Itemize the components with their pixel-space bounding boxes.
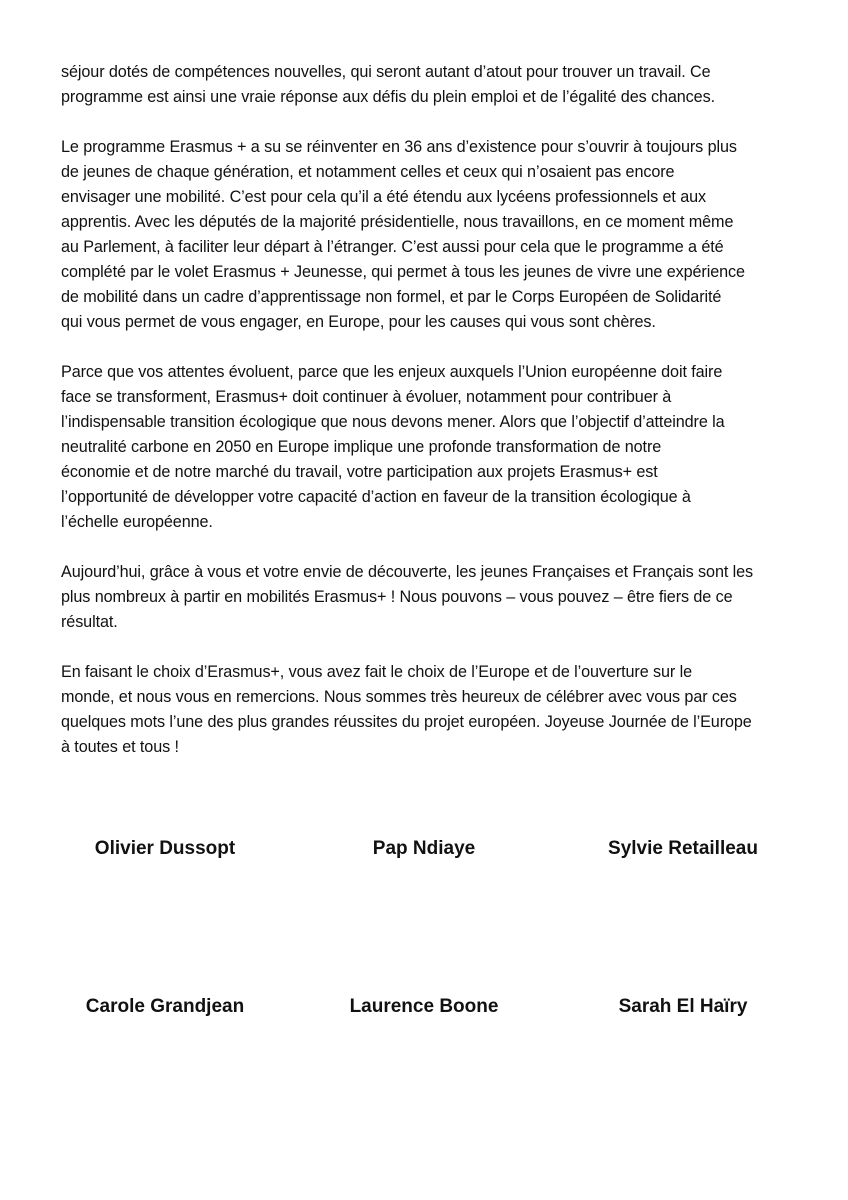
text-line: Le programme Erasmus + a su se réinventer en 36 ans d’existence pour s’ouvrir à toujours plus — [61, 138, 737, 156]
paragraph-1 — [61, 60, 791, 110]
text-line: économie et de notre marché du travail, votre participation aux projets Erasmus+ est — [61, 463, 658, 481]
paragraph-2 — [61, 135, 791, 335]
signatory-name: Sylvie Retailleau — [608, 838, 758, 859]
signatory-name: Laurence Boone — [349, 996, 499, 1017]
text-line: à toutes et tous ! — [61, 738, 179, 756]
text-line: monde, et nous vous en remercions. Nous sommes très heureux de célébrer avec vous par ces — [61, 688, 737, 706]
letter-body — [61, 60, 791, 785]
text-line: plus nombreux à partir en mobilités Erasmus+ ! Nous pouvons – vous pouvez – être fiers de ce — [61, 588, 733, 606]
text-line: Parce que vos attentes évoluent, parce que les enjeux auxquels l’Union européenne doit faire — [61, 363, 723, 381]
signatories-row-1 — [0, 838, 848, 868]
text-line: l’opportunité de développer votre capacité d’action en faveur de la transition écologique à — [61, 488, 691, 506]
text-line: de mobilité dans un cadre d’apprentissage non formel, et par le Corps Européen de Solidarité — [61, 288, 722, 306]
text-line: qui vous permet de vous engager, en Europe, pour les causes qui vous sont chères. — [61, 313, 656, 331]
text-line: apprentis. Avec les députés de la majorité présidentielle, nous travaillons, en ce moment même — [61, 213, 734, 231]
text-line: quelques mots l’une des plus grandes réussites du projet européen. Joyeuse Journée de l’Europe — [61, 713, 752, 731]
signatory-name: Carole Grandjean — [85, 996, 245, 1017]
text-line: En faisant le choix d’Erasmus+, vous avez fait le choix de l’Europe et de l’ouverture sur le — [61, 663, 692, 681]
paragraph-4 — [61, 560, 791, 635]
paragraph-3 — [61, 360, 791, 535]
signatory-name: Pap Ndiaye — [372, 838, 476, 859]
text-line: complété par le volet Erasmus + Jeunesse, qui permet à tous les jeunes de vivre une expérience — [61, 263, 745, 281]
text-line: au Parlement, à faciliter leur départ à l’étranger. C’est aussi pour cela que le programme a été — [61, 238, 724, 256]
text-line: de jeunes de chaque génération, et notamment celles et ceux qui n’osaient pas encore — [61, 163, 675, 181]
paragraph-5 — [61, 660, 791, 760]
text-line: résultat. — [61, 613, 118, 631]
text-line: face se transforment, Erasmus+ doit continuer à évoluer, notamment pour contribuer à — [61, 388, 672, 406]
text-line: neutralité carbone en 2050 en Europe implique une profonde transformation de notre — [61, 438, 662, 456]
text-line: programme est ainsi une vraie réponse aux défis du plein emploi et de l’égalité des chances. — [61, 88, 715, 106]
text-line: l’échelle européenne. — [61, 513, 213, 531]
text-line: séjour dotés de compétences nouvelles, qui seront autant d’atout pour trouver un travail. Ce — [61, 63, 711, 81]
text-line: Aujourd’hui, grâce à vous et votre envie de découverte, les jeunes Françaises et Français sont les — [61, 563, 754, 581]
signatory-name: Sarah El Haïry — [618, 996, 748, 1017]
text-line: envisager une mobilité. C’est pour cela qu’il a été étendu aux lycéens professionnels et aux — [61, 188, 706, 206]
signatories-row-2 — [0, 996, 848, 1026]
signatory-name: Olivier Dussopt — [94, 838, 236, 859]
text-line: l’indispensable transition écologique que nous devons mener. Alors que l’objectif d’atteindre la — [61, 413, 725, 431]
